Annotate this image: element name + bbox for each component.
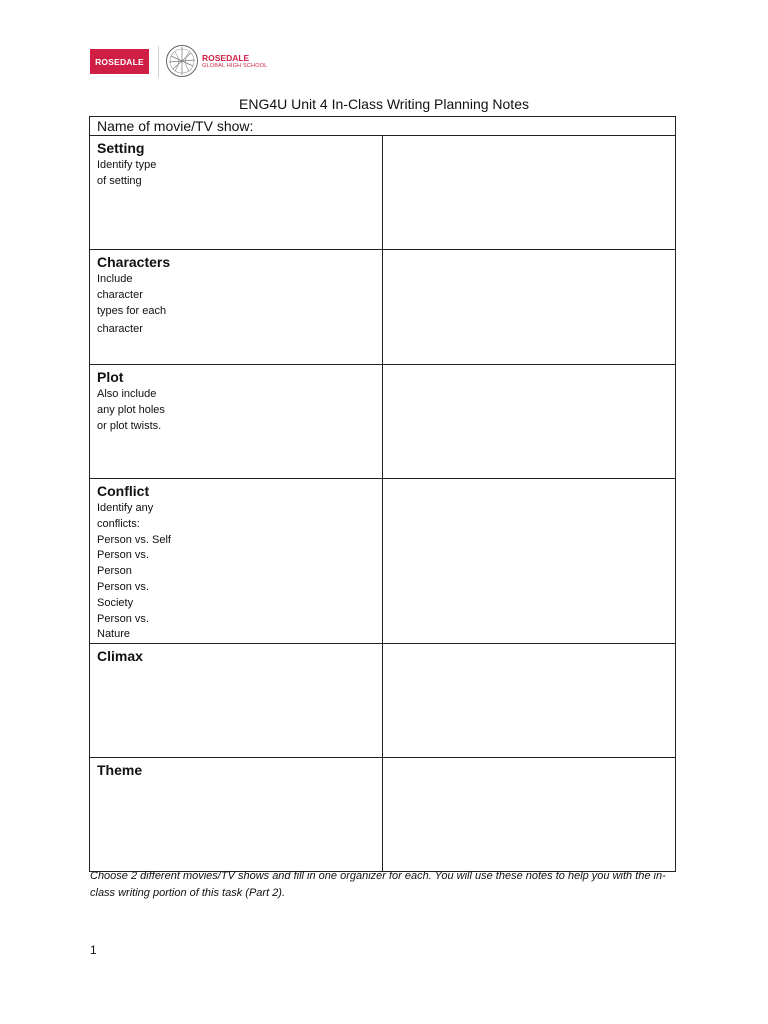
- description-line: Person vs. Self: [97, 533, 171, 546]
- description-line: any plot holes: [97, 403, 165, 416]
- name-of-show-cell[interactable]: [90, 117, 676, 136]
- plot-answer-cell[interactable]: [383, 365, 676, 479]
- table-row: [90, 250, 676, 365]
- theme-label-cell: [90, 758, 383, 872]
- description-line: Also include: [97, 388, 157, 400]
- page-number: 1: [90, 943, 97, 957]
- row-heading: Conflict: [97, 483, 150, 499]
- description-line: of setting: [97, 174, 142, 187]
- characters-label-cell: [90, 250, 383, 365]
- theme-answer-cell[interactable]: [383, 758, 676, 872]
- school-wordmark: [202, 54, 267, 69]
- setting-answer-cell[interactable]: [383, 136, 676, 250]
- logo-divider: [158, 46, 159, 78]
- description-line: Person vs.: [97, 612, 149, 625]
- table-row: [90, 479, 676, 644]
- name-of-show-label: Name of movie/TV show:: [97, 118, 254, 134]
- description-line: Person: [97, 565, 132, 578]
- row-description: [97, 158, 380, 190]
- table-row: [90, 365, 676, 479]
- description-line: Person vs.: [97, 549, 149, 562]
- school-name: ROSEDALE: [202, 53, 250, 63]
- row-heading: Theme: [97, 762, 143, 779]
- description-line: conflicts:: [97, 517, 140, 530]
- table-row: [90, 136, 676, 250]
- description-line: or plot twists.: [97, 419, 162, 432]
- characters-answer-cell[interactable]: [383, 250, 676, 365]
- row-heading: Plot: [97, 369, 124, 385]
- description-line: Include: [97, 273, 133, 285]
- row-heading: Climax: [97, 648, 143, 665]
- climax-answer-cell[interactable]: [383, 644, 676, 758]
- description-line: Person vs.: [97, 580, 149, 593]
- instructions-text: Choose 2 different movies/TV shows and fill in one organizer for each. You will use these notes to help you with the in-class writing portion of this task (Part 2).: [90, 870, 666, 899]
- row-heading: Setting: [97, 140, 145, 156]
- climax-label-cell: [90, 644, 383, 758]
- conflict-label-cell: [90, 479, 383, 644]
- description-line: Identify type: [97, 159, 157, 171]
- document-title: ENG4U Unit 4 In-Class Writing Planning Notes: [239, 96, 529, 112]
- description-line: Identify any: [97, 502, 154, 514]
- setting-label-cell: [90, 136, 383, 250]
- description-line: character: [97, 323, 143, 336]
- globe-seal-icon: [165, 44, 199, 78]
- table-row: [90, 644, 676, 758]
- plot-label-cell: [90, 365, 383, 479]
- conflict-answer-cell[interactable]: [383, 479, 676, 644]
- description-line: Nature: [97, 628, 131, 641]
- row-description: [97, 501, 380, 643]
- description-line: character: [97, 288, 143, 301]
- description-line: Society: [97, 596, 134, 609]
- table-row: [90, 758, 676, 872]
- school-subtitle: GLOBAL HIGH SCHOOL: [202, 62, 268, 69]
- description-line: types for each: [97, 304, 167, 317]
- rosedale-logo: ROSEDALE: [90, 49, 149, 74]
- row-description: [97, 387, 380, 434]
- planning-organizer-table: [89, 116, 676, 872]
- row-heading: Characters: [97, 254, 171, 270]
- row-description: [97, 272, 380, 338]
